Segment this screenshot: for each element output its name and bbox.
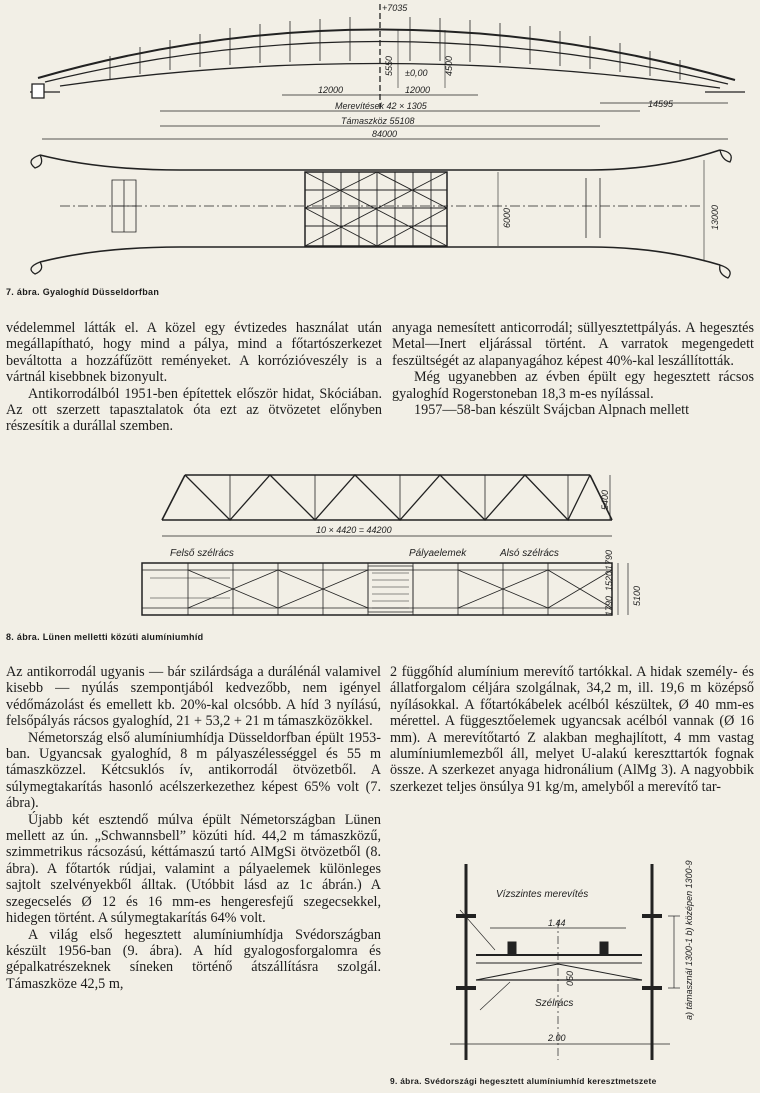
fig9-horizontal-stiffener-label: Vízszintes merevítés bbox=[496, 889, 589, 900]
fig7-zero-level: ±0,00 bbox=[405, 68, 428, 78]
fig9-inner-width: 1.44 bbox=[548, 918, 566, 928]
fig9-depth: 050 bbox=[565, 970, 575, 986]
fig7-span-right: 12000 bbox=[405, 85, 431, 95]
fig9-overall-width: 2.00 bbox=[548, 1033, 566, 1043]
fig8-span: 10 × 4420 = 44200 bbox=[316, 525, 392, 535]
paragraph: anyaga nemesített anticorrodál; süllyesztettpályás. A hegesztés Metal—Inert eljárással történt. A varratok megengedett feszültségét az alapanyagához képest 40%-kal leszállították. bbox=[392, 320, 754, 369]
fig7-width-end: 13000 bbox=[710, 204, 720, 230]
fig8-upper-bracing-label: Felső szélrács bbox=[170, 548, 234, 559]
paragraph: Németország első alumíniumhídja Düsseldorfban épült 1953-ban. Ugyancsak gyaloghíd, 8 m pályaszélességgel és 55 m támaszközzel. Kétcsuklós ív, antikorrodál ötvözetből. A súlymegtakarítás hasonló acélszerkezethez képest 65% volt (7. ábra). bbox=[6, 729, 381, 812]
paragraph: Még ugyanebben az évben épült egy hegesztett rácsos gyaloghíd Rogerstoneban 18,3 m-es nyílással. bbox=[392, 369, 754, 402]
fig7-rise-right: 4500 bbox=[444, 55, 454, 76]
text-upper-left bbox=[6, 320, 382, 435]
paragraph: A világ első hegesztett alumíniumhídja Svédországban készült 1956-ban (9. ábra). A híd gyalogosforgalomra és gépalkatrészeknek síneken történő átszállításra szolgál. Támaszköze 42,5 m, bbox=[6, 926, 381, 992]
fig9-wind-bracing-label: Szélrács bbox=[535, 998, 574, 1009]
figure-8 bbox=[0, 458, 760, 648]
fig8-width: 5100 bbox=[632, 585, 642, 606]
figure-9-caption: 9. ábra. Svédországi hegesztett alumíniumhíd keresztmetszete bbox=[390, 1076, 657, 1086]
fig7-width-mid: 6000 bbox=[502, 207, 512, 228]
figure-8-caption: 8. ábra. Lünen melletti közúti alumíniumhíd bbox=[6, 632, 204, 642]
fig7-span-left: 12000 bbox=[318, 85, 344, 95]
fig8-side-b: 1520 bbox=[604, 570, 614, 591]
paragraph: Az antikorrodál ugyanis — bár szilárdsága a durálénál valamivel kisebb — nyúlás szempontjából kedvezőbb, nem igényel védőmázolást és emellett kb. 20%-kal olcsóbb. A híd 3 nyílású, felsőpályás rácsos gyaloghíd, 21 + 53,2 + 21 m támaszközökkel. bbox=[6, 664, 381, 730]
paragraph: Újabb két esztendő múlva épült Németországban Lünen mellett az ún. „Schwannsbell” közúti híd. 44,2 m támaszközű, szimmetrikus rácsozású, kéttámaszú tartó AlMgSi ötvözetből (8. ábra). A főtartók rúdjai, valamint a pályaelemek különleges sajtolt szelvényekből álltak. (Utóbbit lásd az 1c ábrán.) A szegecselés Ø 12 és 16 mm-es hengeresfejű szegecsekkel, hidegen történt. A súlymegtakarítás 64% volt. bbox=[6, 811, 381, 927]
fig9-support-heights: a) támasznál 1300-1 b) középen 1300-9 bbox=[684, 860, 694, 1020]
paragraph: Antikorrodálból 1951-ben építettek először hidat, Skóciában. Az ott szerzett tapasztalatok óta ezt az ötvözetet előnyben részesítik a durállal szemben. bbox=[6, 385, 382, 435]
figure-7-drawing bbox=[0, 0, 760, 290]
fig8-side-c: 1790 bbox=[604, 549, 614, 570]
paragraph: 2 függőhíd alumínium merevítő tartókkal. A hidak személy- és állatforgalom céljára szolgálnak, 34,2 m, ill. 19,6 m középső nyílásokkal. A főtartókábelek acélból készültek, Ø 40 mm-es mérettel. A függesztőelemek ugyancsak acélból vannak (Ø 16 mm). A merevítőtartó Z alakban meghajlított, 4 mm vastag alumíniumlemezből áll, melyet U-alakú kereszttartók fognak össze. A szerkezet anyaga hidronálium (AlMg 3). A nagyobbik szerkezet teljes önsúlya 91 kg/m, amelyből a merevítő tar- bbox=[390, 664, 754, 795]
fig8-height: 5400 bbox=[600, 489, 610, 510]
paragraph: védelemmel látták el. A közel egy évtizedes használat után megállapítható, hogy mind a pálya, mind a főtartószerkezet beváltotta a hozzáfűzött reményeket. A korrózióveszély is a vártnál kisebbnek bizonyult. bbox=[6, 320, 382, 386]
text-lower-left bbox=[6, 664, 381, 992]
paragraph: 1957—58-ban készült Svájcban Alpnach mellett bbox=[414, 402, 690, 419]
fig7-support-span: Támaszköz 55108 bbox=[341, 116, 415, 126]
fig7-rise-left: 5550 bbox=[384, 55, 394, 76]
fig8-lower-bracing-label: Alsó szélrács bbox=[500, 548, 559, 559]
fig7-stiffeners: Merevítések 42 × 1305 bbox=[335, 101, 427, 111]
figure-7 bbox=[0, 0, 760, 300]
figure-8-drawing bbox=[0, 458, 760, 633]
figure-7-caption: 7. ábra. Gyaloghíd Düsseldorfban bbox=[6, 287, 160, 297]
fig8-deck-elements-label: Pályaelemek bbox=[409, 548, 467, 559]
fig7-right-overhang: 14595 bbox=[648, 99, 674, 109]
fig7-top-level: +7035 bbox=[382, 3, 408, 13]
figure-9-drawing bbox=[390, 860, 760, 1075]
fig8-side-a: 1790 bbox=[604, 595, 614, 616]
fig7-overall: 84000 bbox=[372, 129, 398, 139]
figure-9 bbox=[390, 860, 760, 1093]
text-lower-right bbox=[390, 664, 754, 795]
text-upper-right bbox=[392, 320, 754, 418]
